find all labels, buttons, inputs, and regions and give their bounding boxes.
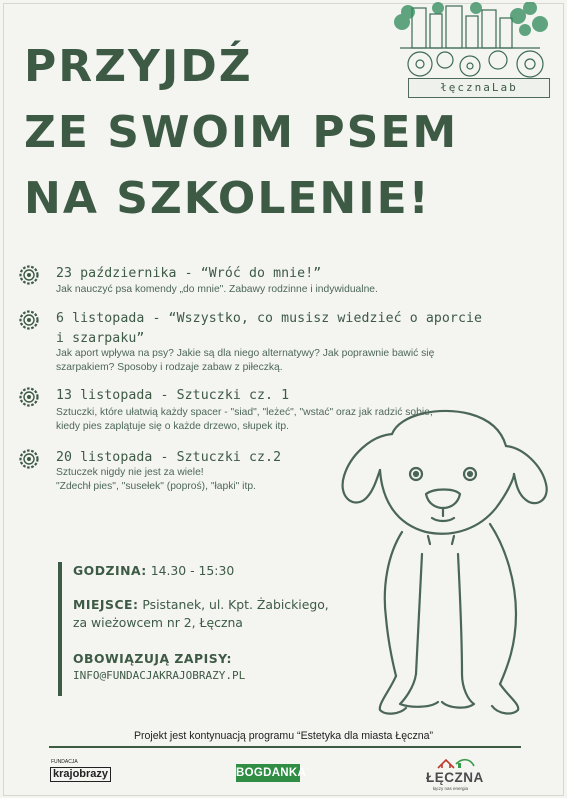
place-value-line-1: Psistanek, ul. Kpt. Żabickiego, [142,597,329,612]
dog-illustration [330,404,556,720]
gear-icon [18,386,40,408]
email-link[interactable]: INFO@FUNDACJAKRAJOBRAZY.PL [73,669,246,682]
footer-note: Projekt jest kontynuacją programu “Estetyka dla miasta Łęczna” [133,730,434,742]
event-4-desc-line-2: "Zdechł pies", "susełek" (poproś), "łapki" itp. [56,481,256,492]
footer-divider [49,746,521,748]
bogdanka-logo: BOGDANKA [236,764,300,782]
event-2-desc-line-2: szarpakiem? Sposoby i rodzaje zabaw z piłeczką. [56,362,283,373]
place-value-line-2: za wieżowcem nr 2, Łęczna [73,615,243,630]
event-2-desc-line-1: Jak aport wpływa na psy? Jakie są dla niego alternatywy? Jak poprawnie bawić się [56,348,435,359]
event-3-desc-line-2: kiedy pies zaplątuje się o każde drzewo, słupek itp. [56,421,289,432]
page-title [24,34,458,232]
title-line-3: NA SZKOLENIE! [24,173,431,224]
info-accent-bar [58,562,62,696]
leczna-logo-tagline: łączy nas energia [433,786,469,791]
event-1-title: 23 października - “Wróć do mnie!” [56,266,322,281]
leczna-logo-text: ŁĘCZNA [426,770,484,785]
gear-icon [18,448,40,470]
gear-icon [18,264,40,286]
fundacja-label: FUNDACJA [51,759,78,765]
event-3-desc-line-1: Sztuczki, które ułatwią każdy spacer - "siad", "leżeć", "wstać" oraz jak radzić sobie, [56,407,433,418]
event-2-title-line-2: i szarpaku” [56,331,145,346]
place-label: MIEJSCE: [73,597,139,612]
signup-info [73,650,232,668]
time-label: GODZINA: [73,563,147,578]
event-2-title-line-1: 6 listopada - “Wszystko, co musisz wiedzieć o aporcie [56,311,483,326]
event-4-desc-line-1: Sztuczek nigdy nie jest za wiele! [56,467,204,478]
time-value: 14.30 - 15:30 [150,563,235,578]
krajobrazy-logo: krajobrazy [50,767,111,782]
place-info [73,596,329,614]
signup-label: OBOWIĄZUJĄ ZAPISY: [73,651,232,666]
title-line-2: ZE SWOIM PSEM [24,107,459,158]
event-1-desc: Jak nauczyć psa komendy „do mnie". Zabawy rodzinne i indywidualne. [56,284,378,295]
event-3-title: 13 listopada - Sztuczki cz. 1 [56,388,290,403]
lecznalab-logo-text: łęcznaLab [408,78,550,98]
gear-icon [18,309,40,331]
event-4-title: 20 listopada - Sztuczki cz.2 [56,450,282,465]
title-line-1: PRZYJDŹ [24,41,253,92]
time-info [73,562,234,580]
